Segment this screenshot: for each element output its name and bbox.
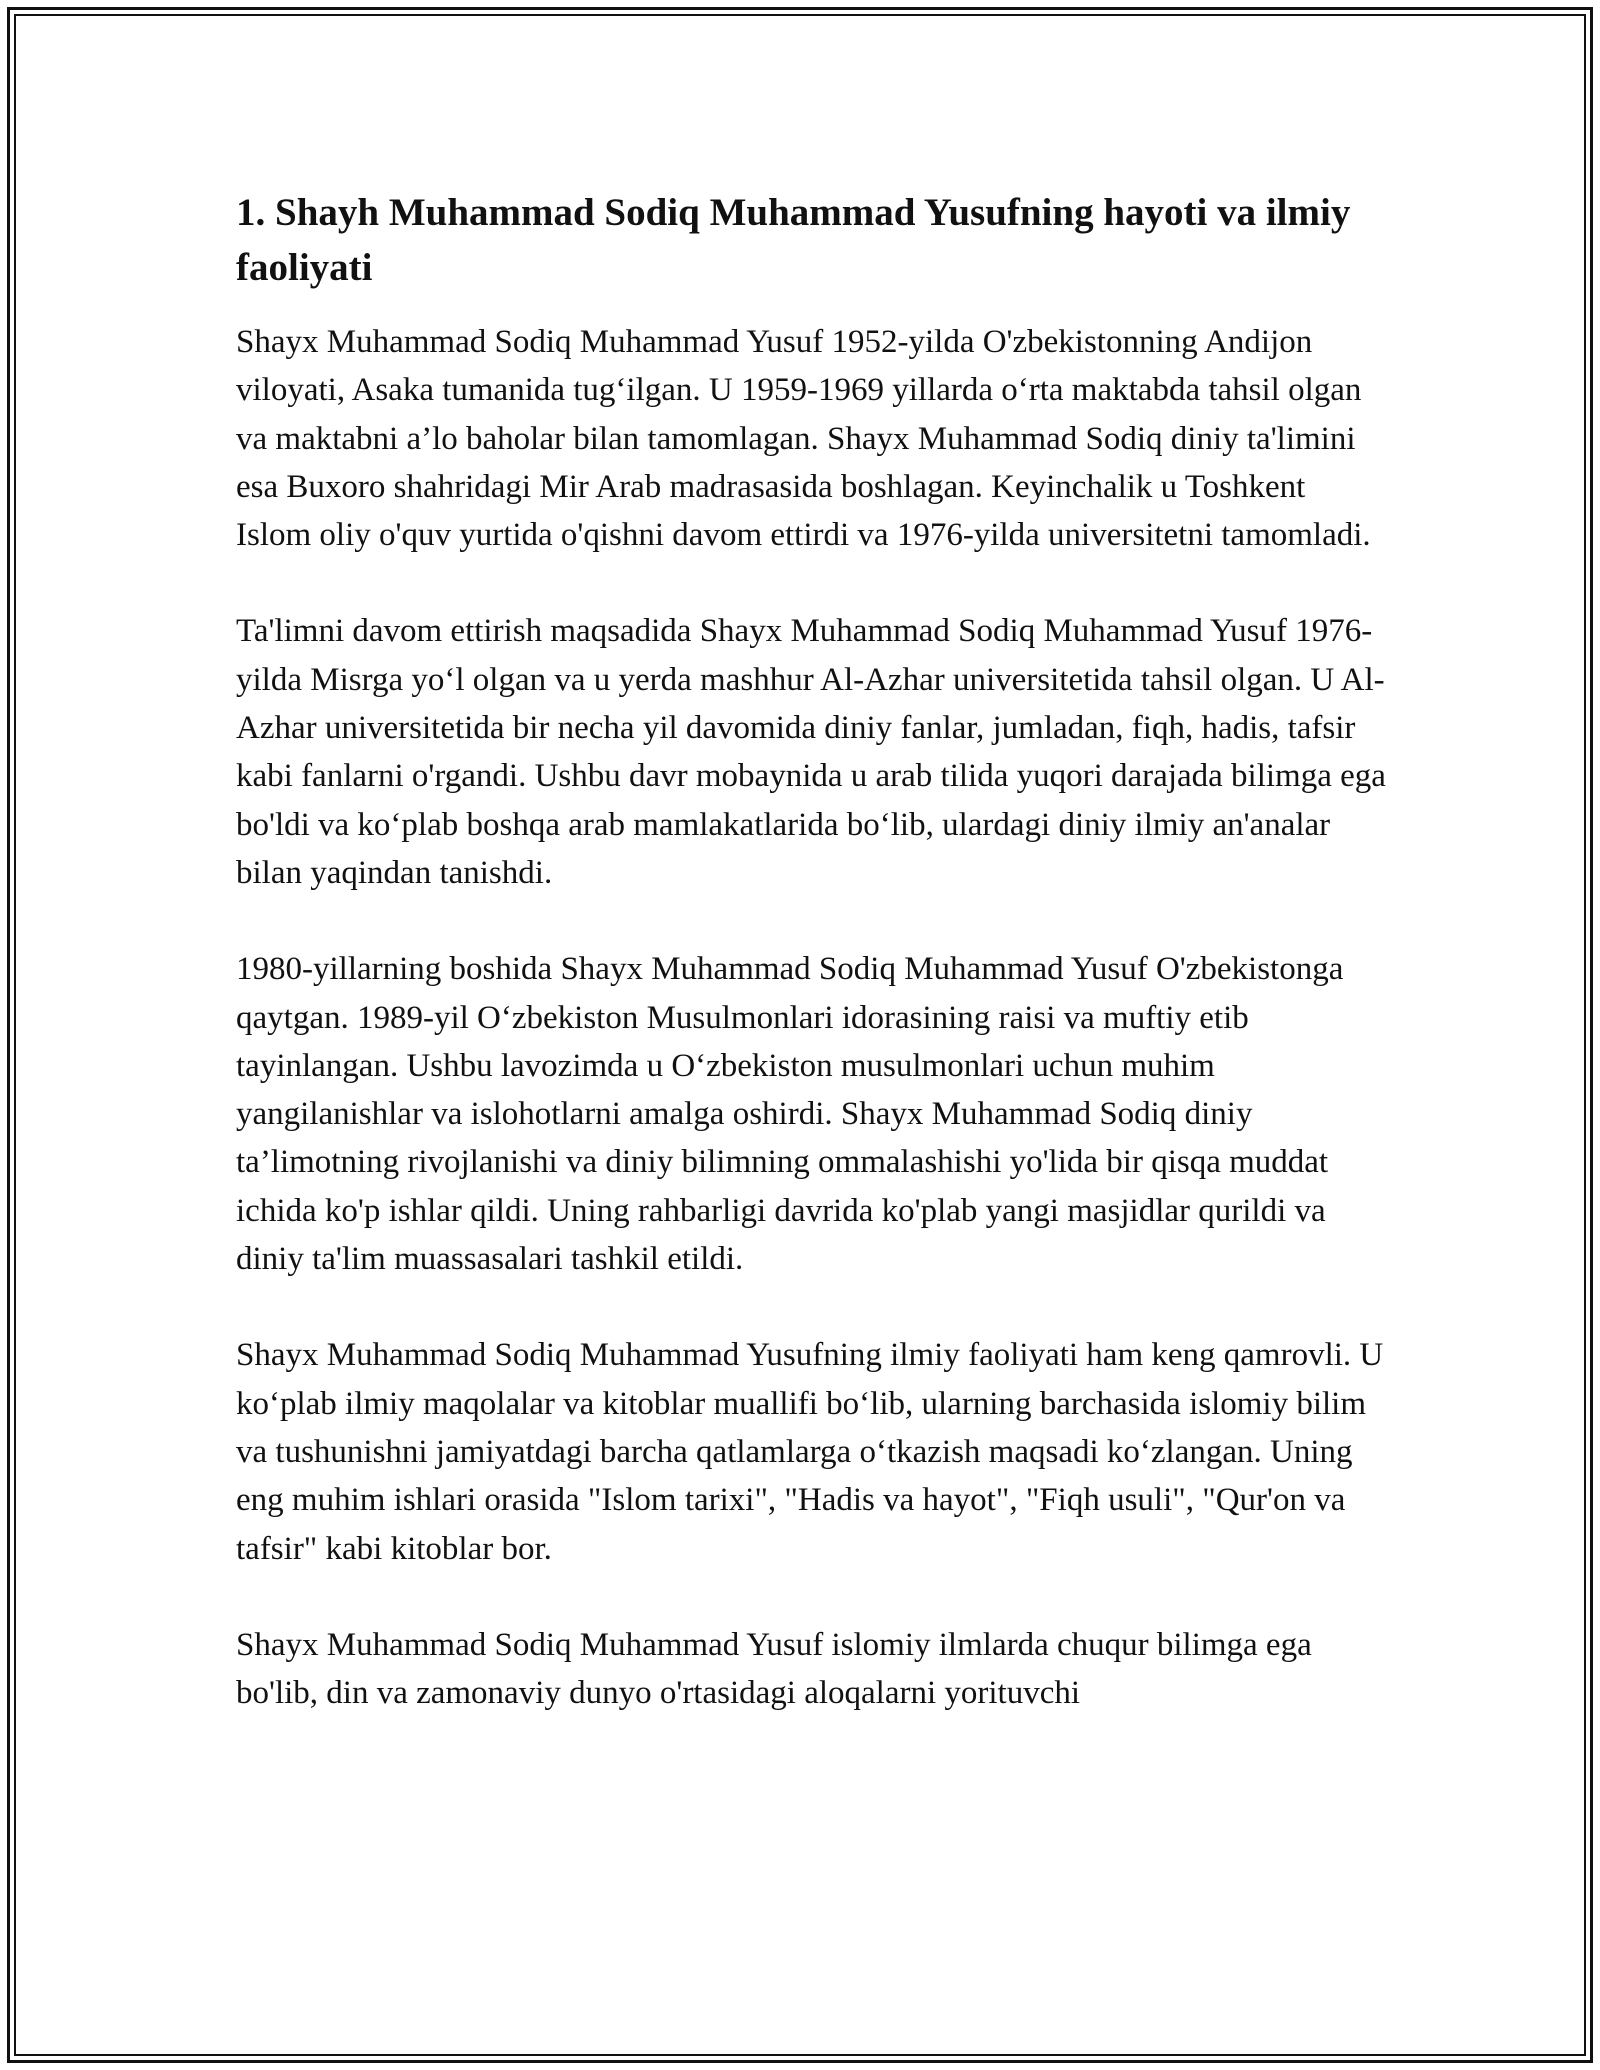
document-body — [236, 185, 1386, 1765]
paragraph-birth-and-education: Shayx Muhammad Sodiq Muhammad Yusuf 1952-yilda O'zbekistonning Andijon viloyati, Asaka tumanida tug‘ilgan. U 1959-1969 yillarda o‘rta maktabda tahsil olgan va maktabni a’lo baholar bilan tamomlagan. Shayx Muhammad Sodiq diniy ta'limini esa Buxoro shahridagi Mir Arab madrasasida boshlagan. Keyinchalik u Toshkent Islom oliy o'quv yurtida o'qishni davom ettirdi va 1976-yilda universitetni tamomladi. — [236, 324, 1371, 554]
paragraph-mufti-activity: 1980-yillarning boshida Shayx Muhammad Sodiq Muhammad Yusuf O'zbekistonga qaytgan. 1989-yil O‘zbekiston Musulmonlari idorasining raisi va muftiy etib tayinlangan. Ushbu lavozimda u O‘zbekiston musulmonlari uchun muhim yangilanishlar va islohotlarni amalga oshirdi. Shayx Muhammad Sodiq diniy ta’limotning rivojlanishi va diniy bilimning ommalashishi yo'lida bir qisqa muddat ichida ko'p ishlar qildi. Uning rahbarligi davrida ko'plab yangi masjidlar qurildi va diniy ta'lim muassasalari tashkil etildi. — [236, 951, 1344, 1278]
paragraph-scholarly-works: Shayx Muhammad Sodiq Muhammad Yusufning ilmiy faoliyati ham keng qamrovli. U ko‘plab ilmiy maqolalar va kitoblar muallifi bo‘lib, ularning barchasida islomiy bilim va tushunishni jamiyatdagi barcha qatlamlarga o‘tkazish maqsadi ko‘zlangan. Uning eng muhim ishlari orasida "Islom tarixi", "Hadis va hayot", "Fiqh usuli", "Qur'on va tafsir" kabi kitoblar bor. — [236, 1337, 1384, 1567]
document-title: 1. Shayh Muhammad Sodiq Muhammad Yusufning hayoti va ilmiy faoliyati — [236, 191, 1351, 289]
paragraph-al-azhar-studies: Ta'limni davom ettirish maqsadida Shayx Muhammad Sodiq Muhammad Yusuf 1976-yilda Misrga yo‘l olgan va u yerda mashhur Al-Azhar universitetida tahsil olgan. U Al-Azhar universitetida bir necha yil davomida diniy fanlar, jumladan, fiqh, hadis, tafsir kabi fanlarni o'rgandi. Ushbu davr mobaynida u arab tilida yuqori darajada bilimga ega bo'ldi va ko‘plab boshqa arab mamlakatlarida bo‘lib, ulardagi diniy ilmiy an'analar bilan yaqindan tanishdi. — [236, 613, 1386, 891]
paragraph-continuation: Shayx Muhammad Sodiq Muhammad Yusuf islomiy ilmlarda chuqur bilimga ega bo'lib, din va zamonaviy dunyo o'rtasidagi aloqalarni yorituvchi — [236, 1626, 1312, 1712]
